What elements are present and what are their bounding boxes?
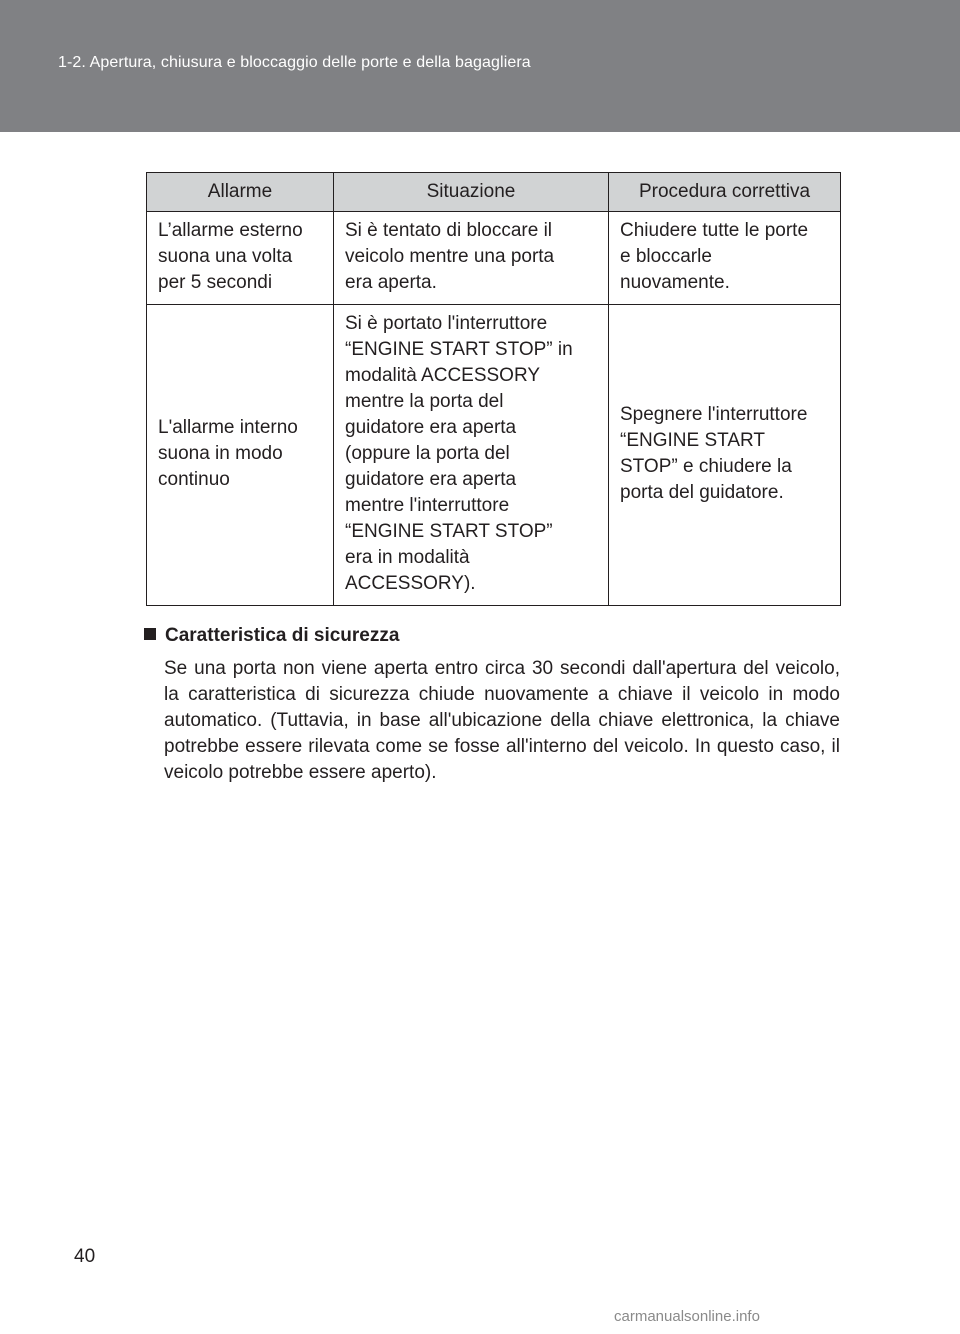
alarm-cell: [147, 305, 334, 606]
column-header-procedure: Procedura correttiva: [609, 173, 841, 212]
feature-body: Se una porta non viene aperta entro circa 30 secondi dall'apertura del veicolo, la caratteristica di sicurezza chiude nuovamente a chiave il veicolo in modo automatico. (Tuttavia, in base all'ubicazione della chiave elettronica, la chiave potrebbe essere rilevata come se fosse all'interno del veicolo. In questo caso, il veicolo potrebbe essere aperto).: [164, 658, 840, 783]
security-feature-section: [144, 624, 844, 786]
procedure-text: Chiudere tutte le porte e bloccarle nuovamente.: [620, 220, 809, 293]
table-row: [147, 305, 841, 606]
page-number: 40: [74, 1246, 96, 1267]
watermark: carmanualsonline.info: [614, 1308, 760, 1325]
situation-text: Si è portato l'interruttore “ENGINE START STOP” in modalità ACCESSORY mentre la porta del guidatore era aperta (oppure la porta del guidatore era aperta mentre l'interruttore “ENGINE START STOP” era in modalità ACCESSORY).: [345, 313, 573, 594]
table-row: [147, 212, 841, 305]
alarm-cell: [147, 212, 334, 305]
section-title: 1-2. Apertura, chiusura e bloccaggio delle porte e della bagagliera: [58, 54, 531, 71]
situation-cell: [334, 212, 609, 305]
procedure-cell: [609, 305, 841, 606]
column-header-situation: Situazione: [334, 173, 609, 212]
column-header-alarm: Allarme: [147, 173, 334, 212]
alarm-text: L'allarme interno suona in modo continuo: [158, 417, 298, 490]
alarm-table: [146, 172, 841, 606]
feature-heading: [144, 624, 844, 648]
procedure-cell: [609, 212, 841, 305]
square-bullet-icon: [144, 628, 156, 640]
feature-title: Caratteristica di sicurezza: [165, 625, 400, 646]
situation-cell: [334, 305, 609, 606]
header-band: [0, 0, 960, 132]
alarm-text: L’allarme esterno suona una volta per 5 secondi: [158, 220, 303, 293]
situation-text: Si è tentato di bloccare il veicolo mentre una porta era aperta.: [345, 220, 555, 293]
table-header-row: [147, 173, 841, 212]
procedure-text: Spegnere l'interruttore “ENGINE START STOP” e chiudere la porta del guidatore.: [620, 404, 808, 503]
